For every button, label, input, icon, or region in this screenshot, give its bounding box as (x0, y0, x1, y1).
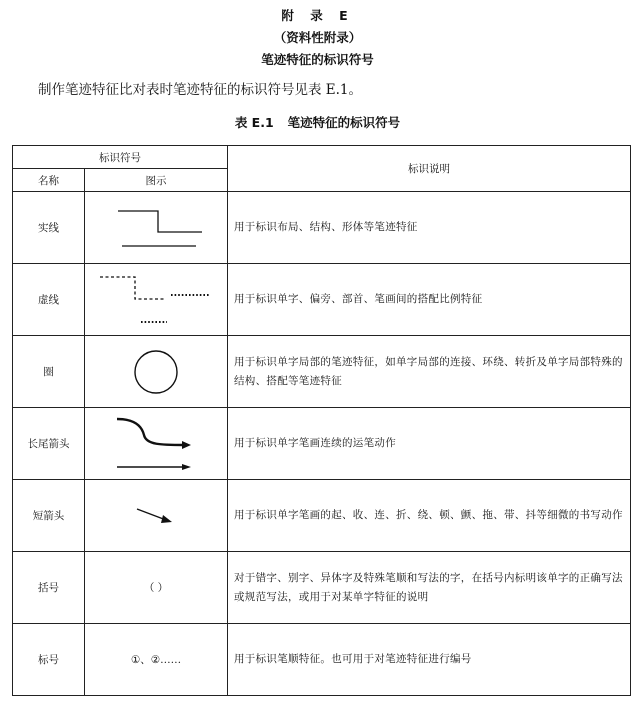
appendix-nature: （资料性附录） (273, 30, 362, 45)
solid-line-icon (106, 206, 206, 250)
row-name: 长尾箭头 (13, 408, 85, 480)
table-caption (0, 115, 635, 131)
circle-icon (131, 347, 181, 397)
table-row (13, 480, 631, 552)
row-description: 用于标识单字笔画的起、收、连、折、绕、顿、颤、拖、带、抖等细微的书写动作 (228, 480, 631, 552)
table-row (13, 408, 631, 480)
row-name: 圈 (13, 336, 85, 408)
figure-cell (85, 192, 228, 264)
row-name: 标号 (13, 624, 85, 696)
table-header-row (13, 146, 631, 169)
table-number: 表 E.1 (234, 115, 274, 130)
figure-cell (85, 480, 228, 552)
header-symbol-group: 标识符号 (13, 146, 228, 169)
brackets-symbol: （ ） (143, 582, 169, 594)
row-name: 实线 (13, 192, 85, 264)
row-name: 虚线 (13, 264, 85, 336)
row-name: 短箭头 (13, 480, 85, 552)
appendix-heading: 笔迹特征的标识符号 (261, 52, 374, 67)
short-arrow-icon (134, 505, 178, 527)
row-name: 括号 (13, 552, 85, 624)
long-tail-arrow-icon (114, 415, 198, 473)
figure-cell (85, 552, 228, 624)
figure-cell (85, 336, 228, 408)
symbol-table (12, 145, 631, 696)
header-name: 名称 (13, 169, 85, 192)
row-description: 用于标识单字、偏旁、部首、笔画间的搭配比例特征 (228, 264, 631, 336)
appendix-title: 附 录 E (281, 8, 354, 23)
row-description: 用于标识单字笔画连续的运笔动作 (228, 408, 631, 480)
figure-cell (85, 624, 228, 696)
table-row (13, 336, 631, 408)
header-figure: 图示 (85, 169, 228, 192)
figure-cell (85, 408, 228, 480)
numbering-symbol: ①、②…… (130, 654, 182, 666)
row-description: 用于标识单字局部的笔迹特征，如单字局部的连接、环绕、转折及单字局部特殊的结构、搭配等笔迹特征 (228, 336, 631, 408)
table-row (13, 552, 631, 624)
dashed-line-icon (98, 272, 214, 328)
header-description: 标识说明 (228, 146, 631, 192)
intro-paragraph: 制作笔迹特征比对表时笔迹特征的标识符号见表 E.1。 (38, 82, 363, 98)
row-description: 用于标识布局、结构、形体等笔迹特征 (228, 192, 631, 264)
table-row (13, 624, 631, 696)
figure-cell (85, 264, 228, 336)
table-title: 笔迹特征的标识符号 (287, 115, 401, 130)
table-row (13, 264, 631, 336)
row-description: 用于标识笔顺特征。也可用于对笔迹特征进行编号 (228, 624, 631, 696)
row-description: 对于错字、别字、异体字及特殊笔顺和写法的字，在括号内标明该单字的正确写法或规范写法，或用于对某单字特征的说明 (228, 552, 631, 624)
table-row (13, 192, 631, 264)
